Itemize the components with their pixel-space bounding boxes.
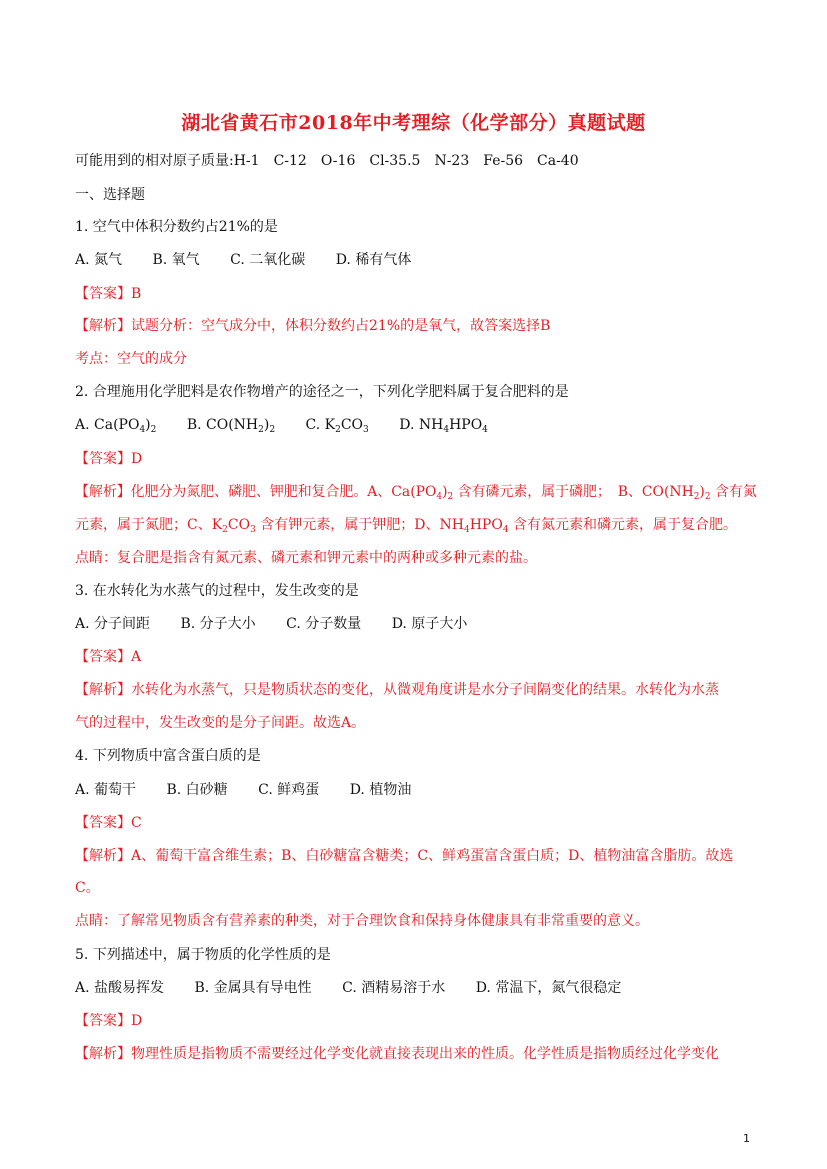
q3-analysis-line1: 【解析】水转化为水蒸气，只是物质状态的变化，从微观角度讲是水分子间隔变化的结果。水转化为水蒸 <box>75 682 719 698</box>
q3-stem: 3. 在水转化为水蒸气的过程中，发生改变的是 <box>75 583 359 599</box>
q5-analysis-line1: 【解析】物理性质是指物质不需要经过化学变化就直接表现出来的性质。化学性质是指物质经过化学变化 <box>75 1046 719 1062</box>
q2-option-b: B. $CO(NH_2)_2$ <box>186 417 276 435</box>
q1-answer: 【答案】B <box>75 286 142 302</box>
q4-option-d: D. 植物油 <box>349 782 412 798</box>
atomic-masses: 可能用到的相对原子质量:H-1 C-12 O-16 Cl-35.5 N-23 Fe-56 Ca-40 <box>75 153 579 169</box>
q4-option-b: B. 白砂糖 <box>166 782 228 798</box>
q2-option-d: D. $NH_4HPO_4$ <box>399 417 488 435</box>
q3-option-d: D. 原子大小 <box>391 616 468 632</box>
q2-option-c: C. $K_2CO_3$ <box>305 417 369 435</box>
q3-options <box>75 614 467 634</box>
q4-answer: 【答案】C <box>75 815 142 831</box>
q1-option-d: D. 稀有气体 <box>335 252 412 268</box>
page-title: 湖北省黄石市2018年中考理综（化学部分）真题试题 <box>181 112 646 134</box>
q5-option-b: B. 金属具有导电性 <box>194 980 312 996</box>
q5-answer: 【答案】D <box>75 1013 143 1029</box>
q4-option-c: C. 鲜鸡蛋 <box>258 782 320 798</box>
q4-stem: 4. 下列物质中富含蛋白质的是 <box>75 748 261 764</box>
q4-tip: 点睛：了解常见物质含有营养素的种类，对于合理饮食和保持身体健康具有非常重要的意义。 <box>75 913 649 929</box>
q3-option-b: B. 分子大小 <box>180 616 256 632</box>
q2-tip: 点睛：复合肥是指含有氮元素、磷元素和钾元素中的两种或多种元素的盐。 <box>75 550 537 566</box>
q2-option-a: A. $Ca(PO_4)_2$ <box>75 417 157 435</box>
q1-option-c: C. 二氧化碳 <box>230 252 306 268</box>
q5-option-c: C. 酒精易溶于水 <box>342 980 446 996</box>
q5-option-d: D. 常温下，氮气很稳定 <box>475 980 622 996</box>
q2-stem: 2. 合理施用化学肥料是农作物增产的途径之一，下列化学肥料属于复合肥料的是 <box>75 384 569 400</box>
q4-analysis-line1: 【解析】A、葡萄干富含维生素；B、白砂糖富含糖类；C、鲜鸡蛋富含蛋白质；D、植物油富含脂肪。故选 <box>75 848 734 864</box>
q4-option-a: A. 葡萄干 <box>75 782 137 798</box>
q3-option-c: C. 分子数量 <box>286 616 362 632</box>
q5-options <box>75 978 621 998</box>
q2-options <box>75 415 488 435</box>
q1-option-a: A. 氮气 <box>75 252 123 268</box>
q1-point: 考点：空气的成分 <box>75 351 187 367</box>
q1-options <box>75 250 411 270</box>
q3-analysis-line2: 气的过程中，发生改变的是分子间距。故选A。 <box>75 715 366 731</box>
q1-analysis: 【解析】试题分析：空气成分中，体积分数约占21%的是氧气，故答案选择B <box>75 318 551 334</box>
q1-option-b: B. 氧气 <box>152 252 200 268</box>
q2-answer: 【答案】D <box>75 451 143 467</box>
q3-option-a: A. 分子间距 <box>75 616 151 632</box>
q4-analysis-line2: C。 <box>75 880 100 896</box>
section-heading: 一、选择题 <box>75 187 145 203</box>
q5-stem: 5. 下列描述中，属于物质的化学性质的是 <box>75 947 331 963</box>
q2-analysis-line2: 元素，属于氮肥；C、$K_2CO_3$ 含有钾元素，属于钾肥；D、$NH_4HPO_4$ 含有氮元素和磷元素，属于复合肥。 <box>75 517 738 535</box>
q5-option-a: A. 盐酸易挥发 <box>75 980 165 996</box>
q1-stem: 1. 空气中体积分数约占21%的是 <box>75 219 278 235</box>
page-number: 1 <box>743 1132 750 1145</box>
q2-analysis-line1: 【解析】化肥分为氮肥、磷肥、钾肥和复合肥。A、$Ca(PO_4)_2$ 含有磷元素，属于磷肥； B、$CO(NH_2)_2$ 含有氮 <box>75 484 757 502</box>
q4-options <box>75 780 411 800</box>
q3-answer: 【答案】A <box>75 649 142 665</box>
